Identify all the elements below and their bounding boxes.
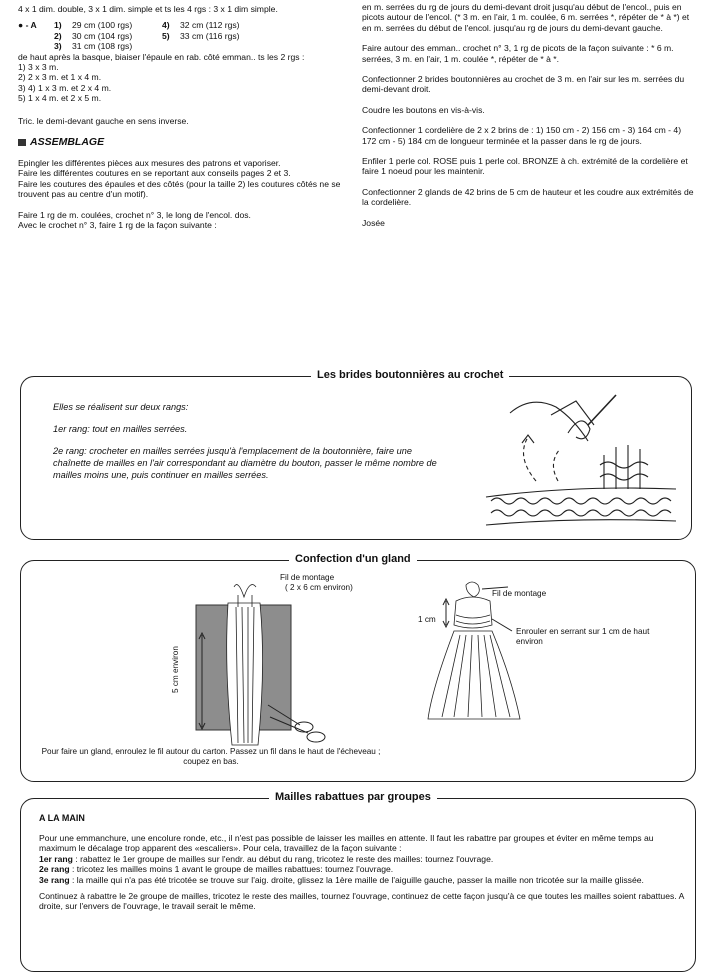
size-num: 4) bbox=[162, 20, 170, 31]
right-paragraph: Faire autour des emman.. crochet n° 3, 1 rg de picots de la façon suivante : * 6 m. serrées, 3 m. en l'air, 1 m. coulée *, répéter de * à *. bbox=[362, 43, 674, 64]
row-label: 2e rang bbox=[39, 864, 70, 875]
box-title: Les brides boutonnières au crochet bbox=[311, 369, 509, 381]
box-title: Mailles rabattues par groupes bbox=[269, 791, 437, 803]
right-paragraph: Enfiler 1 perle col. ROSE puis 1 perle col. BRONZE à ch. extrémité de la cordelière et faire 1 noeud pour les maintenir. bbox=[362, 156, 688, 177]
row-label: 1er rang bbox=[39, 853, 73, 864]
left-column bbox=[18, 4, 348, 231]
square-bullet-icon bbox=[18, 139, 26, 146]
step-item: 3) 4) 1 x 3 m. et 2 x 4 m. bbox=[18, 82, 112, 93]
assemblage-paragraph: Epingler les différentes pièces aux mesures des patrons et vaporiser. bbox=[18, 158, 281, 169]
size-value: 30 cm (104 rgs) bbox=[72, 30, 133, 41]
size-value: 33 cm (116 rgs) bbox=[180, 30, 240, 41]
size-num: 5) bbox=[162, 30, 170, 41]
crochet-illustration bbox=[476, 385, 686, 535]
step-item: 2) 2 x 3 m. et 1 x 4 m. bbox=[18, 72, 102, 83]
sizes-block bbox=[18, 20, 348, 51]
tassel-label-fil: Fil de montage bbox=[280, 573, 335, 582]
row-text: : tricotez les mailles moins 1 avant le groupe de mailles rabattues: tournez l'ouvrage. bbox=[71, 864, 394, 875]
tassel-caption: Pour faire un gland, enroulez le fil autour du carton. Passez un fil dans le haut de l'écheveau ; coupez en bas. bbox=[41, 747, 381, 766]
right-paragraph: en m. serrées du rg de jours du demi-devant droit jusqu'au début de l'encol., puis en picots autour de l'encol. (* 3 m. en l'air, 1 m. coulée, 6 m. serrées *, répéter de * à *) et en m. serrées du début de l'encol. jusqu'au rg de jours du demi-devant gauche. bbox=[362, 2, 690, 33]
tassel-label-fil-size: ( 2 x 6 cm environ) bbox=[285, 583, 353, 592]
assemblage-paragraph: Faire 1 rg de m. coulées, crochet n° 3, le long de l'encol. dos. bbox=[18, 209, 251, 220]
tassel-label-fil2: Fil de montage bbox=[492, 589, 547, 598]
box3-row-3 bbox=[39, 875, 687, 885]
tassel-label-1cm: 1 cm bbox=[418, 615, 436, 624]
step-item: 1) 3 x 3 m. bbox=[18, 62, 59, 73]
tassel-label-height: 5 cm environ bbox=[171, 646, 180, 693]
box1-line: Elles se réalisent sur deux rangs: bbox=[53, 402, 189, 412]
box3-paragraph: Pour une emmanchure, une encolure ronde, etc., il n'est pas possible de laisser les mailles en attente. Il faut les rabattre par groupes et éviter en même temps au maximum le décalage trop apparent des «escaliers». Pour cela, travaillez de la façon suivante : bbox=[39, 833, 654, 854]
tassel-label-wrap: Enrouler en serrant sur 1 cm de haut environ bbox=[516, 627, 650, 646]
size-value: 32 cm (112 rgs) bbox=[180, 20, 240, 31]
size-value: 31 cm (108 rgs) bbox=[72, 41, 133, 52]
size-num: 1) bbox=[54, 20, 62, 31]
right-paragraph: Confectionner 2 brides boutonnières au crochet de 3 m. en l'air sur les m. serrées du demi-devant droit. bbox=[362, 74, 685, 95]
assemblage-paragraph: Faire les coutures des épaules et des côtés (pour la taille 2) les coutures côtés ne se trouvent pas au centre d'un motif). bbox=[18, 178, 341, 200]
intro-text: 4 x 1 dim. double, 3 x 1 dim. simple et ts les 4 rgs : 3 x 1 dim simple. bbox=[18, 4, 278, 14]
assemblage-heading bbox=[18, 136, 348, 148]
tassel-carton-illustration bbox=[176, 577, 336, 747]
size-value: 29 cm (100 rgs) bbox=[72, 20, 133, 31]
bound-off-stitches-box bbox=[20, 791, 696, 972]
tassel-finished-illustration bbox=[416, 579, 536, 729]
right-paragraph: Confectionner 1 cordelière de 2 x 2 brins de : 1) 150 cm - 2) 156 cm - 3) 164 cm - 4) 172 cm - 5) 184 cm de longueur terminée et la passer dans le rg de jours. bbox=[362, 125, 682, 146]
right-paragraph: Coudre les boutons en vis-à-vis. bbox=[362, 104, 485, 115]
assemblage-title: ASSEMBLAGE bbox=[30, 136, 105, 149]
inverse-text: Tric. le demi-devant gauche en sens inverse. bbox=[18, 115, 189, 126]
row-label: 3e rang bbox=[39, 874, 70, 885]
right-paragraph: Confectionner 2 glands de 42 brins de 5 cm de hauteur et les coudre aux extrémités de la cordelière. bbox=[362, 186, 694, 208]
box3-row-2 bbox=[39, 864, 687, 874]
size-num: 3) bbox=[54, 41, 62, 52]
box1-line: 2e rang: crocheter en mailles serrées jusqu'à l'emplacement de la boutonnière, faire une chaînette de mailles en l'air correspondant au diamètre du bouton, passer le même nombre de mailles moins une, puis continuer en mailles serrées. bbox=[53, 446, 437, 480]
box3-paragraph: Continuez à rabattre le 2e groupe de mailles, tricotez le reste des mailles, tournez l'ouvrage, continuez de cette façon jusqu'à ce que toutes les mailles soient rabattues. A droite, sur l'envers de l'ouvrage, le travail serait le même. bbox=[39, 891, 684, 912]
assemblage-paragraph: Faire les différentes coutures en se reportant aux conseils pages 2 et 3. bbox=[18, 168, 291, 179]
row-text: : rabattez le 1er groupe de mailles sur l'endr. au début du rang, tricotez le reste des mailles: tournez l'ouvrage. bbox=[75, 853, 494, 864]
crochet-buttonholes-box bbox=[20, 369, 692, 540]
size-marker: ● - A bbox=[18, 20, 37, 31]
size-num: 2) bbox=[54, 30, 62, 41]
steps-list bbox=[18, 62, 348, 104]
signature: Josée bbox=[362, 217, 385, 228]
tassel-box bbox=[20, 553, 696, 782]
right-column bbox=[362, 2, 694, 228]
box-title: Confection d'un gland bbox=[289, 553, 417, 565]
step-item: 5) 1 x 4 m. et 2 x 5 m. bbox=[18, 93, 102, 104]
box3-row-1 bbox=[39, 854, 687, 864]
after-sizes-text: de haut après la basque, biaiser l'épaule en rab. côté emman.. ts les 2 rgs : bbox=[18, 51, 305, 62]
box3-subtitle: A LA MAIN bbox=[39, 813, 85, 823]
sizes-grid bbox=[54, 20, 270, 51]
assemblage-paragraph: Avec le crochet n° 3, faire 1 rg de la façon suivante : bbox=[18, 220, 217, 231]
box1-line: 1er rang: tout en mailles serrées. bbox=[53, 424, 188, 434]
row-text: : la maille qui n'a pas été tricotée se trouve sur l'aig. droite, glissez la 1ère maille de l'aiguille gauche, passer la maille non tricotée sur la maille glissée. bbox=[71, 874, 644, 885]
